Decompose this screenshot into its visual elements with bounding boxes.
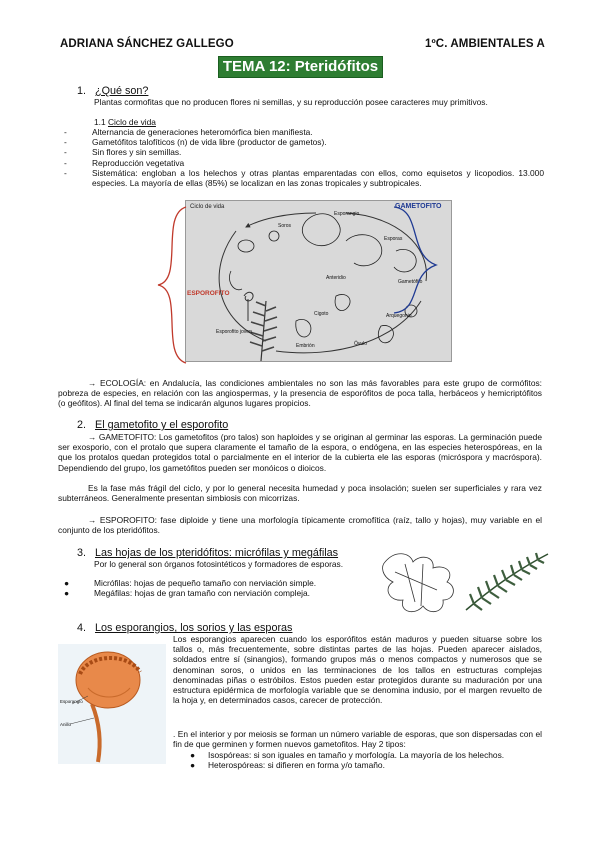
leaf-types-list	[64, 578, 384, 598]
figure-label: Esporangio	[334, 211, 360, 217]
section-number: 1.	[77, 85, 87, 97]
course-label: 1ºC. AMBIENTALES A	[425, 38, 545, 50]
section-3-heading	[77, 547, 338, 559]
esporofito-brace	[150, 205, 190, 365]
figure-label: Esporangio	[60, 699, 83, 704]
figure-label: Óvulo	[354, 341, 368, 347]
gametofito-label: GAMETOFITO	[395, 203, 442, 210]
figure-label: Cigoto	[314, 311, 329, 317]
gametofito-phase-paragraph: Es la fase más frágil del ciclo, y por lo general necesita humedad y poca insolación; suelen ser superficiales y rara vez subterráneos. Generalmente presentan simbiosis con micorrizas.	[58, 483, 542, 504]
figure-label: Esporofito joven	[216, 329, 252, 335]
megaphyll-frond-drawing	[462, 548, 552, 618]
ecologia-paragraph: → ECOLOGÍA: en Andalucía, las condiciones ambientales no son las más favorables para este grupo de cormófitos: pobreza de especies, en relación con las angiospermas, y la presencia de esporófitos de poca talla, herbáceos y hemicriptófitos (o geófitos). Al final del tema se indicarán algunos lugares propicios.	[58, 378, 542, 409]
section-title: ¿Qué son?	[95, 85, 149, 97]
figure-label: Arquegonio	[386, 313, 412, 319]
list-item: - Sin flores y sin semillas.	[64, 147, 182, 158]
spiral-fiddlehead	[244, 292, 253, 321]
sporangium-paragraph: Los esporangios aparecen cuando los esporófitos están maduros y pueden situarse sobre los tallos o, más frecuentemente, sobre distintas partes de las hojas. Pueden aparecer aislados, soldados entre sí (sinangios), formando grupos más o menos compactos y numerosos que se denominan soros, o unidos en las terminaciones de los tallos en estructuras complejas denominadas piñas o estróbilos. Estos pueden estar protegidos durante su maduración por una estructura epidérmica de morfología variable que se denomina indusio, por el margen revuelto de la hoja y, en determinados casos, carecer de protección.	[173, 634, 542, 706]
fern-frond	[250, 301, 277, 361]
section-number: 2.	[77, 419, 87, 431]
subsection-title: Ciclo de vida	[107, 117, 156, 127]
section-4-heading	[77, 622, 292, 634]
spores-paragraph: . En el interior y por meiosis se forman un número variable de esporas, que son dispersadas con el fin de que germinen y formen nuevos gametofitos. Hay 2 tipos:	[173, 729, 542, 750]
figure-label: Esporas	[384, 236, 403, 242]
list-item: - Gametófitos talofíticos (n) de vida libre (productor de gametos).	[64, 137, 327, 148]
author-name: ADRIANA SÁNCHEZ GALLEGO	[60, 38, 234, 50]
life-cycle-list	[64, 127, 544, 188]
sporangium-figure	[58, 644, 166, 764]
figure-label: Anillo	[60, 722, 72, 727]
list-item: ● Isospóreas: si son iguales en tamaño y morfología. La mayoría de los helechos.	[190, 750, 505, 760]
list-item: ● Megáfilas: hojas de gran tamaño con nerviación compleja.	[64, 588, 311, 599]
gametofito-paragraph: → GAMETOFITO: Los gametofitos (pro talos) son haploides y se originan al germinar las esporas. La germinación puede ser exosporio, con el protalo que supera claramente el tamaño de la espora, o endógena, en las especies heterospóreas, en la que los protalos quedan protegidos total o parcialmente en el interior de la cubierta ele las esporas (micróspora y macróspora). Dependiendo del grupo, los gametófitos pueden ser monóicos o dioicos.	[58, 432, 542, 473]
subsection-heading	[94, 117, 156, 127]
figure-box-label: Ciclo de vida	[190, 204, 225, 210]
esporofito-paragraph: → ESPOROFITO: fase diploide y tiene una morfología típicamente cromofítica (raíz, tallo y hojas), muy variable en el conjunto de los pteridófitos.	[58, 515, 542, 536]
figure-label: Anteridio	[326, 275, 346, 281]
figure-label: Soros	[278, 223, 292, 229]
section-3-intro: Por lo general son órganos fotosintéticos y formadores de esporas.	[94, 559, 344, 569]
section-number: 4.	[77, 622, 87, 634]
microphyll-leaf-drawing	[375, 542, 465, 622]
section-title: Las hojas de los pteridófitos: micrófilas y megáfilas	[95, 547, 339, 559]
section-title: El gametofito y el esporofito	[95, 419, 229, 431]
figure-label: Embrión	[296, 343, 315, 349]
gametofito-brace	[392, 205, 442, 315]
list-item: ● Micrófilas: hojas de pequeño tamaño con nerviación simple.	[64, 578, 317, 588]
spore-types-list	[190, 750, 550, 770]
page-title: TEMA 12: Pteridófitos	[218, 56, 383, 78]
section-number: 3.	[77, 547, 87, 559]
list-item: - Alternancia de generaciones heteromórfica bien manifiesta.	[64, 127, 313, 137]
sporangium-drawing	[58, 644, 166, 764]
esporofito-label: ESPOROFITO	[187, 290, 230, 297]
figure-label: Gametófito	[398, 279, 423, 285]
subsection-number: 1.1	[94, 117, 106, 127]
list-item: - Reproducción vegetativa	[64, 157, 185, 168]
section-title: Los esporangios, los sorios y las esporas	[95, 622, 293, 634]
section-1-intro: Plantas cormofitas que no producen flores ni semillas, y su reproducción posee caracteres muy primitivos.	[94, 97, 488, 107]
list-item: - Sistemática: engloban a los helechos y otras plantas emparentadas con ellos, como equisetos y licopodios. 13.000 especies. La mayoría de ellas (85%) se localizan en las zonas tropicales y subtropicales.	[64, 167, 544, 189]
section-1-heading	[77, 85, 148, 97]
section-2-heading	[77, 419, 228, 431]
list-item: ● Heterospóreas: si difieren en forma y/o tamaño.	[190, 760, 385, 771]
